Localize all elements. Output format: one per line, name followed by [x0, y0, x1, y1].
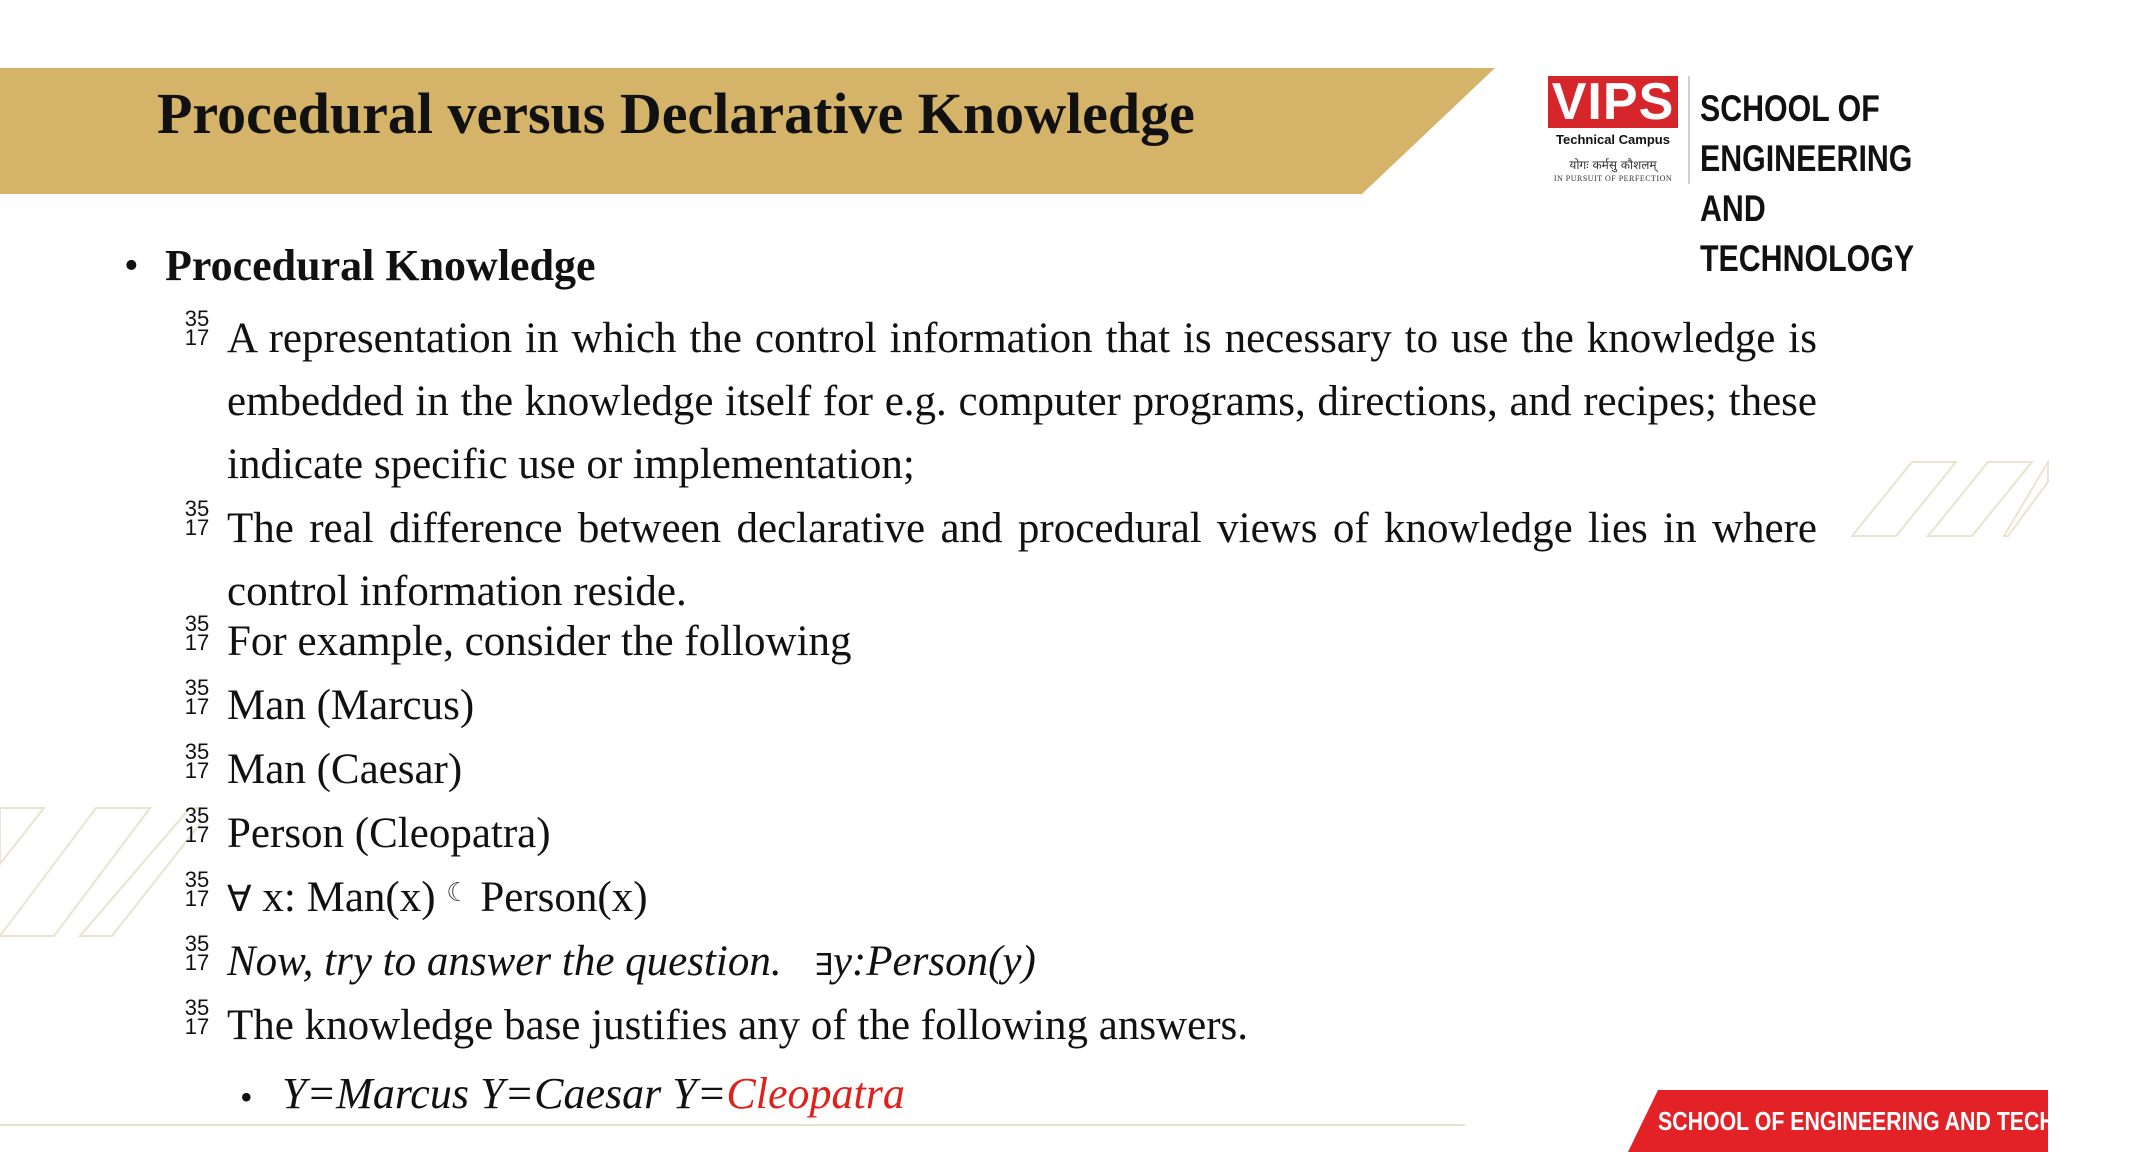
main-bullet: • [124, 243, 139, 289]
list-item: Man (Caesar) [227, 746, 463, 793]
rule-right: Person(x) [469, 874, 648, 921]
list-item: For example, consider the following [227, 618, 852, 665]
list-marker: 35 17 [184, 803, 210, 847]
list-item: The real difference between declarative and procedural views of knowledge lies in where control information reside. [227, 505, 1817, 615]
answers-bullet: • [240, 1077, 253, 1117]
exists-symbol: ∃ [813, 948, 833, 983]
rule-left: x: Man(x) [251, 874, 447, 921]
question-formula: y:Person(y) [832, 938, 1036, 985]
answers-line [282, 1068, 905, 1119]
list-item: The knowledge base justifies any of the following answers. [227, 1002, 1248, 1049]
school-name-line1: SCHOOL OF ENGINEERING [1700, 88, 1913, 179]
logo-motto: योगः कर्मसु कौशलम् [1569, 158, 1657, 172]
footer-divider [0, 1124, 1465, 1126]
list-marker: 35 17 [184, 995, 210, 1039]
list-marker: 35 17 [184, 931, 210, 975]
answers-plain: Y=Marcus Y=Caesar Y= [282, 1069, 727, 1118]
list-item: A representation in which the control information that is necessary to use the knowledge is embedded in the knowledge itself for e.g. computer programs, directions, and recipes; these indicate specific use or implementation; [227, 315, 1817, 488]
list-marker: 35 17 [184, 306, 210, 350]
school-name-line2: AND TECHNOLOGY [1700, 188, 1915, 279]
question-text: Now, try to answer the question. [227, 938, 782, 985]
list-item: Person (Cleopatra) [227, 810, 551, 857]
list-marker: 35 17 [184, 611, 210, 655]
slide-title: Procedural versus Declarative Knowledge [157, 81, 1195, 146]
logo-mark: VIPS [1548, 76, 1678, 128]
question-line [227, 937, 1036, 986]
list-marker: 35 17 [184, 675, 210, 719]
list-marker: 35 17 [184, 867, 210, 911]
implies-symbol: ☾ [446, 878, 470, 908]
forall-symbol: ∀ [227, 879, 252, 920]
answers-highlight: Cleopatra [726, 1069, 905, 1118]
list-item: Man (Marcus) [227, 682, 475, 729]
logo-tagline: IN PURSUIT OF PERFECTION [1553, 174, 1673, 183]
rule-formula [227, 873, 648, 922]
list-marker: 35 17 [184, 739, 210, 783]
list-marker: 35 17 [184, 496, 210, 540]
section-heading: Procedural Knowledge [165, 241, 596, 290]
footer-label: SCHOOL OF ENGINEERING AND TECHNOLOGY [1658, 1106, 2147, 1136]
logo-subtitle: Technical Campus [1556, 132, 1670, 147]
